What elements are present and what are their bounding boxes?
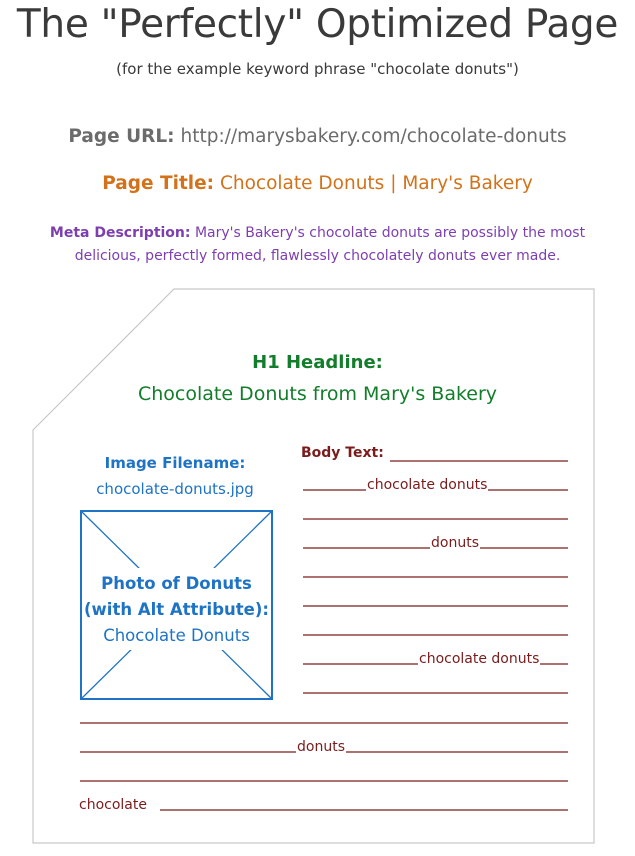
meta-description-line2: delicious, perfectly formed, flawlessly chocolately donuts ever made. [74,248,561,264]
body-text-label: Body Text: [301,445,384,461]
page-title-value: Chocolate Donuts | Mary's Bakery [219,173,533,194]
photo-label: Photo of Donuts [101,574,252,593]
body-keyword: chocolate [79,797,147,813]
body-keyword: chocolate donuts [419,651,540,667]
body-keyword: donuts [297,739,345,755]
page-heading: The "Perfectly" Optimized Page [16,2,619,47]
page-url-value: http://marysbakery.com/chocolate-donuts [180,126,567,147]
body-keyword: donuts [431,535,479,551]
image-filename-label: Image Filename: [104,454,246,472]
meta-description-label: Meta Description: [49,225,191,241]
page-subheading: (for the example keyword phrase "chocolate donuts") [116,60,519,78]
h1-label: H1 Headline: [252,352,383,373]
photo-alt-text: Chocolate Donuts [103,626,250,645]
body-keyword: chocolate donuts [367,477,488,493]
page-title-label: Page Title: [102,173,215,194]
page-url-label: Page URL: [68,126,175,147]
image-filename: chocolate-donuts.jpg [96,480,254,498]
photo-alt-label: (with Alt Attribute): [84,600,269,619]
meta-description-line1: Mary's Bakery's chocolate donuts are possibly the most [194,225,586,241]
h1-headline: Chocolate Donuts from Mary's Bakery [137,383,498,405]
